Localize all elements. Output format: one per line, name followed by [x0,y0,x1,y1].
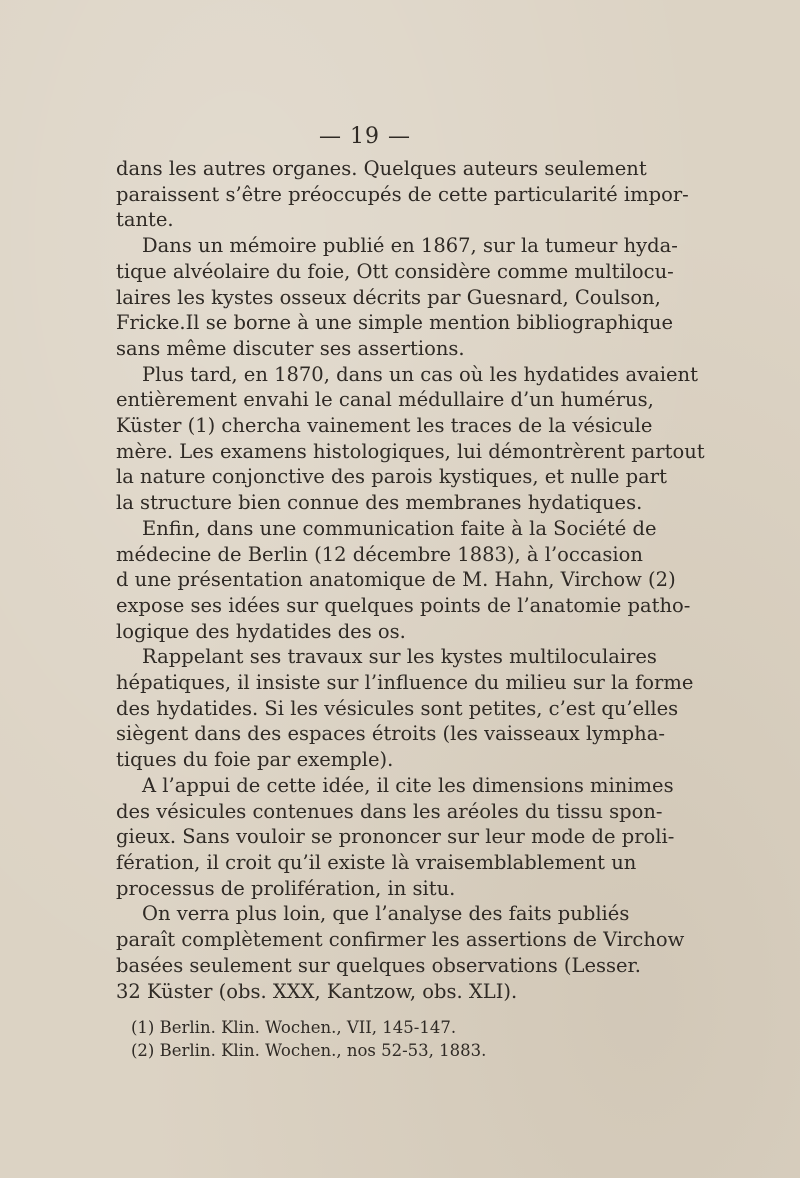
text-line: tique alvéolaire du foie, Ott considère comme multilocu- [116,259,674,283]
text-line: paraît complètement confirmer les assertions de Virchow [116,928,685,952]
text-line: gieux. Sans vouloir se prononcer sur leur mode de proli- [116,825,675,849]
text-line: A l’appui de cette idée, il cite les dimensions minimes [142,773,674,797]
text-line: expose ses idées sur quelques points de l’anatomie patho- [116,593,691,617]
text-line: d une présentation anatomique de M. Hahn, Virchow (2) [116,568,676,592]
footnote: (2) Berlin. Klin. Wochen., nos 52-53, 1883. [131,1041,487,1060]
text-line: des vésicules contenues dans les aréoles du tissu spon- [116,799,663,823]
text-line: Dans un mémoire publié en 1867, sur la tumeur hyda- [142,234,678,258]
text-line: sans même discuter ses assertions. [116,336,465,360]
text-line: Enfin, dans une communication faite à la Société de [142,516,657,540]
text-line: 32 Küster (obs. XXX, Kantzow, obs. XLI). [116,979,518,1003]
page-number: — 19 — [319,124,411,149]
text-line: Rappelant ses travaux sur les kystes multiloculaires [142,645,657,669]
text-line: tante. [116,208,174,232]
text-line: Fricke.Il se borne à une simple mention bibliographique [116,311,674,335]
text-line: laires les kystes osseux décrits par Guesnard, Coulson, [116,285,661,309]
text-line: siègent dans des espaces étroits (les vaisseaux lympha- [116,722,665,746]
text-line: hépatiques, il insiste sur l’influence du milieu sur la forme [116,671,694,695]
text-line: logique des hydatides des os. [116,619,406,643]
text-line: la structure bien connue des membranes hydatiques. [116,491,643,515]
text-line: des hydatides. Si les vésicules sont petites, c’est qu’elles [116,696,679,720]
text-line: basées seulement sur quelques observations (Lesser. [116,953,641,977]
text-line: la nature conjonctive des parois kystiques, et nulle part [116,465,667,489]
text-line: Plus tard, en 1870, dans un cas où les hydatides avaient [142,362,698,386]
text-line: mère. Les examens histologiques, lui démontrèrent partout [116,439,705,463]
text-line: paraissent s’être préoccupés de cette particularité impor- [116,182,689,206]
body-text [116,156,705,1004]
text-line: fération, il croit qu’il existe là vraisemblablement un [116,850,637,874]
text-line: Küster (1) chercha vainement les traces de la vésicule [116,414,653,438]
text-line: dans les autres organes. Quelques auteurs seulement [116,157,647,180]
text-line: médecine de Berlin (12 décembre 1883), à l’occasion [116,542,643,566]
text-line: processus de prolifération, in situ. [116,876,456,900]
text-line: tiques du foie par exemple). [116,748,394,772]
footnotes [131,1016,611,1062]
text-line: entièrement envahi le canal médullaire d’un humérus, [116,388,654,412]
text-line: On verra plus loin, que l’analyse des faits publiés [142,902,630,926]
footnote: (1) Berlin. Klin. Wochen., VII, 145-147. [131,1018,457,1037]
